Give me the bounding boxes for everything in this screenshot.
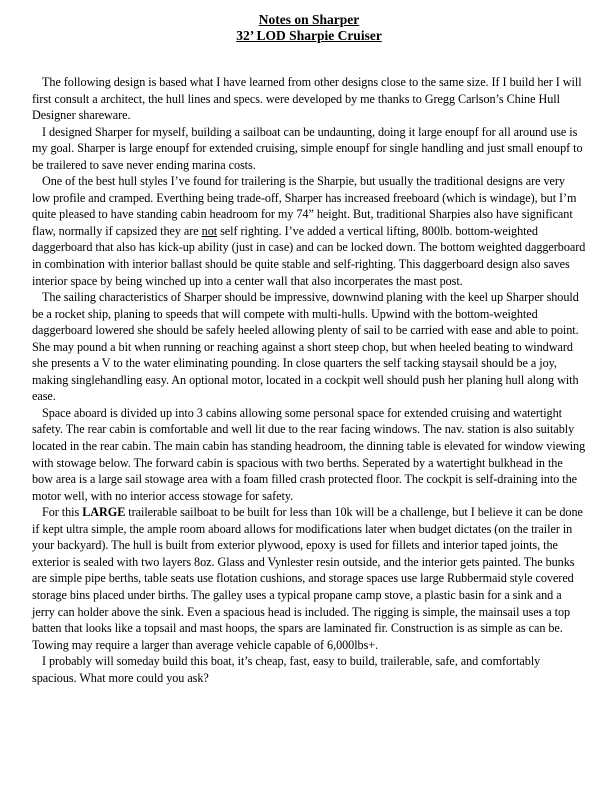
document-title: Notes on Sharper bbox=[258, 12, 360, 27]
document-subtitle: 32’ LOD Sharpie Cruiser bbox=[236, 28, 382, 43]
paragraph-budget-construction bbox=[32, 504, 586, 653]
paragraph-hull-style-text-b: self righting. I’ve added a vertical lifting, 800lb. bottom-weighted daggerboard that also has kick-up ability (just in case) and can be locked down. The bottom weighted daggerboard in combination with interior ballast should be quite stable and self-righting. This daggerboard design also saves interior space by being winched up into a center wall that also incorperates the mast post. bbox=[32, 223, 586, 288]
paragraph-hull-style-text-a: One of the best hull styles I’ve found for trailering is the Sharpie, but usually the traditional designs are very low profile and cramped. Everthing being trade-off, Sharper has increased freeboard (which is windage), but I’m quite pleased to have standing cabin headroom for my 74” height. But, traditional Sharpies also have significant flaw, normally if capsized they are bbox=[32, 174, 577, 238]
paragraph-hull-style bbox=[32, 173, 586, 289]
paragraph-budget-text-a: For this bbox=[42, 505, 83, 520]
paragraph-cabin-space: Space aboard is divided up into 3 cabins allowing some personal space for extended cruising and watertight safety. The rear cabin is comfortable and well lit due to the rear facing windows. The nav. station is also suitably located in the rear cabin. The main cabin has standing headroom, the dinning table is elevated for window viewing with stowage below. The forward cabin is spacious with two berths. Seperated by a watertight bulkhead in the bow area is a large sail stowage area with a foam filled crash protected floor. The cockpit is self-draining into the motor well, with no interior access stowage for safety. bbox=[32, 405, 586, 503]
underlined-word-not: not bbox=[201, 223, 218, 238]
paragraph-conclusion: I probably will someday build this boat, it’s cheap, fast, easy to build, trailerable, safe, and comfortably spacious. What more could you ask? bbox=[32, 654, 541, 685]
bold-word-large: LARGE bbox=[82, 505, 126, 520]
paragraph-sailing-characteristics: The sailing characteristics of Sharper should be impressive, downwind planing with the keel up Sharper should be a rocket ship, planing to speeds that will compete with multi-hulls. Upwind with the bottom-weighted daggerboard lowered she should be safely heeled allowing plenty of sail to be carried with ease and able to point. She may pound a bit when running or reaching against a short steep chop, but when heeled beating to windward she presents a V to the water eliminating pounding. In close quarters the self tacking staysail should be a joy, making singlehandling easy. An optional motor, located in a cockpit well should push her planing hull along with ease. bbox=[32, 290, 579, 404]
paragraph-budget-text-b: trailerable sailboat to be built for less than 10k will be a challenge, but I believe it can be done if kept ultra simple, the ample room aboard allows for modifications later when budget dictates (on the trailer in your backyard). The hull is built from exterior plywood, epoxy is used for fillets and interior taped joints, the exterior is sealed with two layers 8oz. Glass and Vynlester resin outside, and the interior gets painted. The bunks are simple pipe berths, table seats use flotation cushions, and storage spaces use large Rubbermaid style covered storage bins placed under births. The galley uses a typical propane camp stove, a plastic basin for a sink and a jerry can holder above the sink. Even a spacious head is included. The rigging is simple, the mainsail uses a top batten that looks like a topsail and mast hoops, the spars are laminated fir. Construction is as simple as can be. Towing may require a larger than average vehicle capable of 6,000lbs+. bbox=[32, 505, 583, 652]
paragraph-goals: I designed Sharper for myself, building a sailboat can be undaunting, doing it large enoupf for all around use is my goal. Sharper is large enoupf for extended cruising, simple enoupf for single handling and just small enoupf to be trailered to save never ending marina costs. bbox=[32, 124, 583, 172]
document-body bbox=[32, 74, 586, 686]
paragraph-intro: The following design is based what I have learned from other designs close to the same size. If I build her I will first consult a architect, the hull lines and specs. were developed by me thanks to Gregg Carlson’s Chine Hull Designer shareware. bbox=[32, 75, 582, 123]
